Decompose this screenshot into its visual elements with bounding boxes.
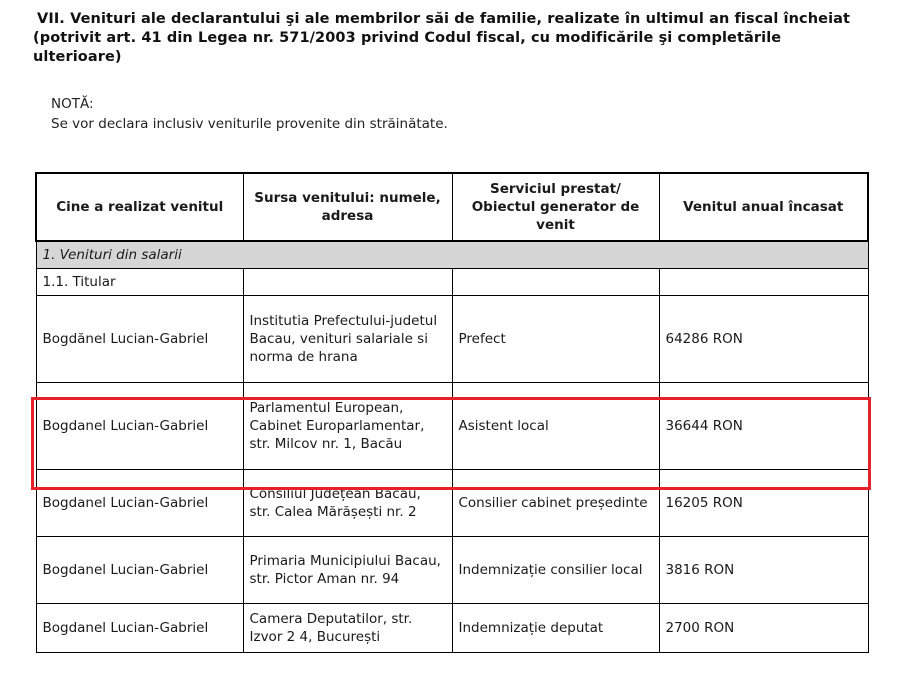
cell-service: Consilier cabinet președinte — [452, 470, 659, 537]
empty-cell — [659, 269, 868, 296]
cell-amount: 16205 RON — [659, 470, 868, 537]
note-block — [51, 94, 448, 134]
cell-source: Parlamentul European, Cabinet Europarlamentar, str. Milcov nr. 1, Bacău — [243, 383, 452, 470]
cell-who: Bogdanel Lucian-Gabriel — [36, 604, 243, 653]
cell-amount: 3816 RON — [659, 537, 868, 604]
cell-service: Indemnizație consilier local — [452, 537, 659, 604]
cell-source: Camera Deputatilor, str. Izvor 2 4, București — [243, 604, 452, 653]
heading-line-2: (potrivit art. 41 din Legea nr. 571/2003 privind Codul fiscal, cu modificările şi completările — [33, 30, 782, 46]
section-row — [36, 241, 868, 269]
cell-source: Consiliul Județean Bacău, str. Calea Mărășești nr. 2 — [243, 470, 452, 537]
heading-line-3: ulterioare) — [33, 49, 122, 65]
subsection-row — [36, 269, 868, 296]
cell-who: Bogdanel Lucian-Gabriel — [36, 470, 243, 537]
cell-who: Bogdănel Lucian-Gabriel — [36, 296, 243, 383]
cell-service: Asistent local — [452, 383, 659, 470]
cell-who: Bogdanel Lucian-Gabriel — [36, 383, 243, 470]
table-row — [36, 537, 868, 604]
cell-amount: 64286 RON — [659, 296, 868, 383]
table-header-row — [36, 173, 868, 241]
subsection-label: 1.1. Titular — [36, 269, 243, 296]
note-text: Se vor declara inclusiv veniturile provenite din străinătate. — [51, 116, 448, 132]
cell-who: Bogdanel Lucian-Gabriel — [36, 537, 243, 604]
empty-cell — [452, 269, 659, 296]
header-service: Serviciul prestat/ Obiectul generator de venit — [452, 173, 659, 241]
cell-amount: 2700 RON — [659, 604, 868, 653]
heading-line-1: VII. Venituri ale declarantului şi ale membrilor săi de familie, realizate în ultimul an fiscal încheiat — [37, 11, 851, 27]
header-amount: Venitul anual încasat — [659, 173, 868, 241]
income-table — [35, 172, 869, 653]
cell-service: Indemnizație deputat — [452, 604, 659, 653]
cell-source: Institutia Prefectului-judetul Bacau, venituri salariale si norma de hrana — [243, 296, 452, 383]
table-row — [36, 470, 868, 537]
section-heading — [35, 10, 875, 67]
cell-service: Prefect — [452, 296, 659, 383]
empty-cell — [243, 269, 452, 296]
header-who: Cine a realizat venitul — [36, 173, 243, 241]
table-row — [36, 604, 868, 653]
table-row — [36, 383, 868, 470]
cell-amount: 36644 RON — [659, 383, 868, 470]
cell-source: Primaria Municipiului Bacau, str. Pictor Aman nr. 94 — [243, 537, 452, 604]
table-row — [36, 296, 868, 383]
header-source: Sursa venitului: numele, adresa — [243, 173, 452, 241]
section-label: 1. Venituri din salarii — [36, 241, 868, 269]
note-label: NOTĂ: — [51, 96, 94, 112]
